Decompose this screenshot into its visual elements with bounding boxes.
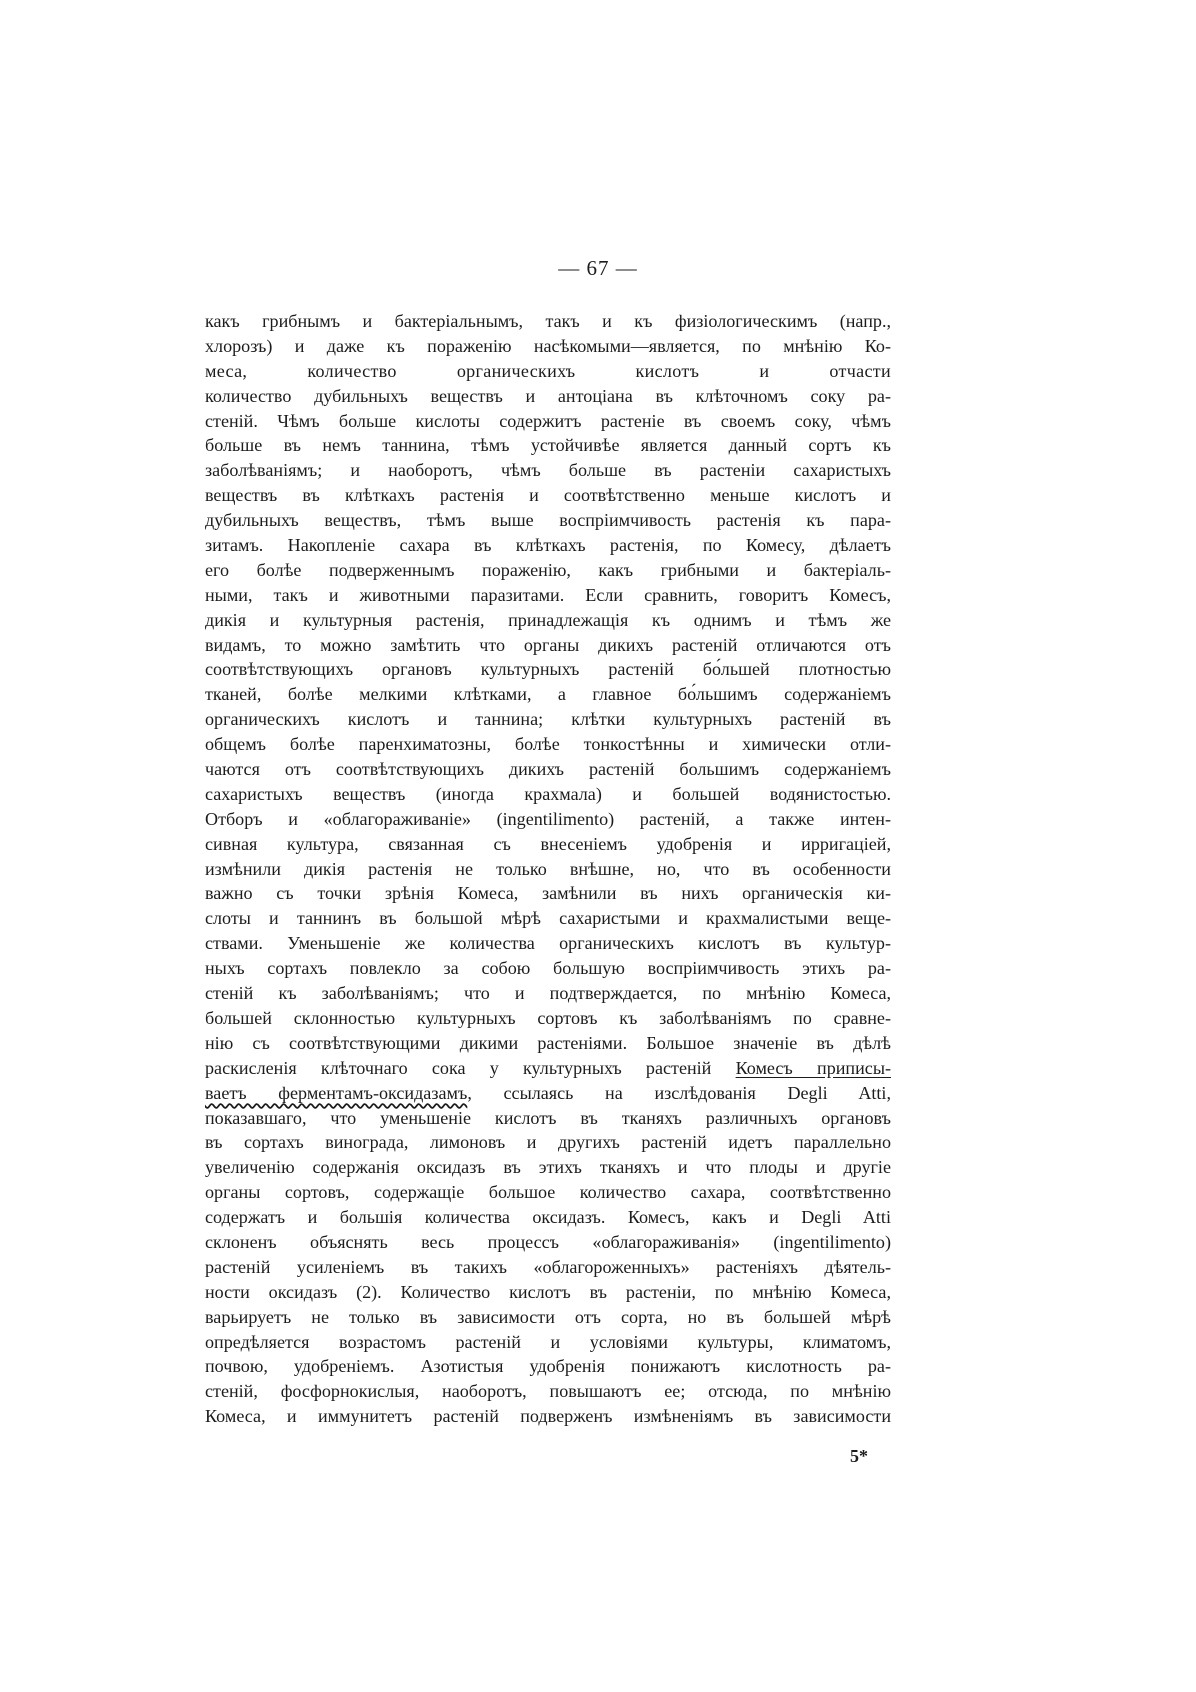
text-line: ными, такъ и животными паразитами. Если сравнить, говоритъ Комесъ,: [205, 584, 891, 605]
text-line: стеній къ заболѣваніямъ; что и подтверждается, по мнѣнію Комеса,: [205, 983, 891, 1004]
text-line: общемъ болѣе паренхиматозны, болѣе тонкостѣнны и химически отли-: [205, 734, 891, 755]
page-header: — 67 —: [558, 256, 638, 280]
text-line: раскисленія клѣточнаго сока у культурныхъ растеній Комесъ приписы-: [205, 1057, 891, 1078]
text-line: меса, количество органическихъ кислотъ и отчасти: [205, 360, 891, 381]
text-line: чаются отъ соотвѣтствующихъ дикихъ растеній большимъ содержаніемъ: [205, 759, 891, 780]
text-line: соотвѣтствующихъ органовъ культурныхъ растеній бо́льшей плотностью: [205, 659, 891, 680]
text-line: его болѣе подверженнымъ пораженію, какъ грибными и бактеріаль-: [205, 559, 891, 580]
text-line: показавшаго, что уменьшеніе кислотъ въ тканяхъ различныхъ органовъ: [205, 1107, 891, 1128]
text-line: дикія и культурныя растенія, принадлежащія къ однимъ и тѣмъ же: [205, 609, 891, 630]
text-line: органы сортовъ, содержащіе большое количество сахара, соотвѣтственно: [205, 1182, 891, 1203]
text-line: видамъ, то можно замѣтить что органы дикихъ растеній отличаются отъ: [205, 634, 891, 655]
text-line: слоты и таннинъ въ большой мѣрѣ сахаристыми и крахмалистыми веще-: [205, 908, 891, 929]
text-line: нію съ соотвѣтствующими дикими растеніями. Большое значеніе въ дѣлѣ: [205, 1032, 891, 1053]
text-line: увеличенію содержанія оксидазъ въ этихъ тканяхъ и что плоды и другіе: [205, 1157, 891, 1178]
text-line: Отборъ и «облагораживаніе» (ingentilimento) растеній, а также интен-: [205, 808, 891, 829]
text-line: варьируетъ не только въ зависимости отъ сорта, но въ большей мѣрѣ: [205, 1306, 891, 1327]
text-line: большей склонностью культурныхъ сортовъ къ заболѣваніямъ по сравне-: [205, 1007, 891, 1028]
text-line: заболѣваніямъ; и наоборотъ, чѣмъ больше въ растеніи сахаристыхъ: [205, 460, 891, 481]
body-text: [205, 309, 891, 1429]
text-line: количество дубильныхъ веществъ и антоціана въ клѣточномъ соку ра-: [205, 385, 891, 406]
text-line: Комеса, и иммунитетъ растеній подверженъ измѣненіямъ въ зависимости: [205, 1406, 891, 1427]
text-line: стеній, фосфорнокислыя, наоборотъ, повышаютъ ее; отсюда, по мнѣнію: [205, 1381, 891, 1402]
text-line: почвою, удобреніемъ. Азотистыя удобренія понижаютъ кислотность ра-: [205, 1356, 891, 1377]
signature-mark: 5*: [850, 1446, 868, 1466]
text-line: больше въ немъ таннина, тѣмъ устойчивѣе является данный сортъ къ: [205, 435, 891, 456]
text-line: тканей, болѣе мелкими клѣтками, а главное бо́льшимъ содержаніемъ: [205, 684, 891, 705]
text-line: хлорозъ) и даже къ пораженію насѣкомыми—является, по мнѣнію Ко-: [205, 335, 891, 356]
text-line: ности оксидазъ (2). Количество кислотъ въ растеніи, по мнѣнію Комеса,: [205, 1281, 891, 1302]
text-line: склоненъ объяснять весь процессъ «облагораживанія» (ingentilimento): [205, 1231, 891, 1252]
underlined-phrase: Комесъ приписы-: [735, 1057, 891, 1078]
text-line: зитамъ. Накопленіе сахара въ клѣткахъ растенія, по Комесу, дѣлаетъ: [205, 535, 891, 556]
text-line: ныхъ сортахъ повлекло за собою большую воспріимчивость этихъ ра-: [205, 958, 891, 979]
underlined-phrase: ваетъ ферментамъ-оксидазамъ: [205, 1082, 468, 1103]
text-line: сивная культура, связанная съ внесеніемъ удобренія и ирригаціей,: [205, 833, 891, 854]
text-line: органическихъ кислотъ и таннина; клѣтки культурныхъ растеній въ: [205, 709, 891, 730]
text-line: ваетъ ферментамъ-оксидазамъ, ссылаясь на изслѣдованія Degli Atti,: [205, 1082, 891, 1103]
text-line: растеній усиленіемъ въ такихъ «облагороженныхъ» растеніяхъ дѣятель-: [205, 1256, 891, 1277]
text-line: опредѣляется возрастомъ растеній и условіями культуры, климатомъ,: [205, 1331, 891, 1352]
text-line: веществъ въ клѣткахъ растенія и соотвѣтственно меньше кислотъ и: [205, 485, 891, 506]
text-line: дубильныхъ веществъ, тѣмъ выше воспріимчивость растенія къ пара-: [205, 510, 891, 531]
text-line: стеній. Чѣмъ больше кислоты содержитъ растеніе въ своемъ соку, чѣмъ: [205, 410, 891, 431]
text-line: въ сортахъ винограда, лимоновъ и другихъ растеній идетъ параллельно: [205, 1132, 891, 1153]
text-line: сахаристыхъ веществъ (иногда крахмала) и большей водянистостью.: [205, 783, 891, 804]
text-line: измѣнили дикія растенія не только внѣшне, но, что въ особенности: [205, 858, 891, 879]
text-line: содержатъ и большія количества оксидазъ. Комесъ, какъ и Degli Atti: [205, 1207, 891, 1228]
text-line: какъ грибнымъ и бактеріальнымъ, такъ и къ физіологическимъ (напр.,: [205, 311, 891, 331]
text-line: важно съ точки зрѣнія Комеса, замѣнили въ нихъ органическія ки-: [205, 883, 891, 904]
text-line: ствами. Уменьшеніе же количества органическихъ кислотъ въ культур-: [205, 933, 891, 954]
